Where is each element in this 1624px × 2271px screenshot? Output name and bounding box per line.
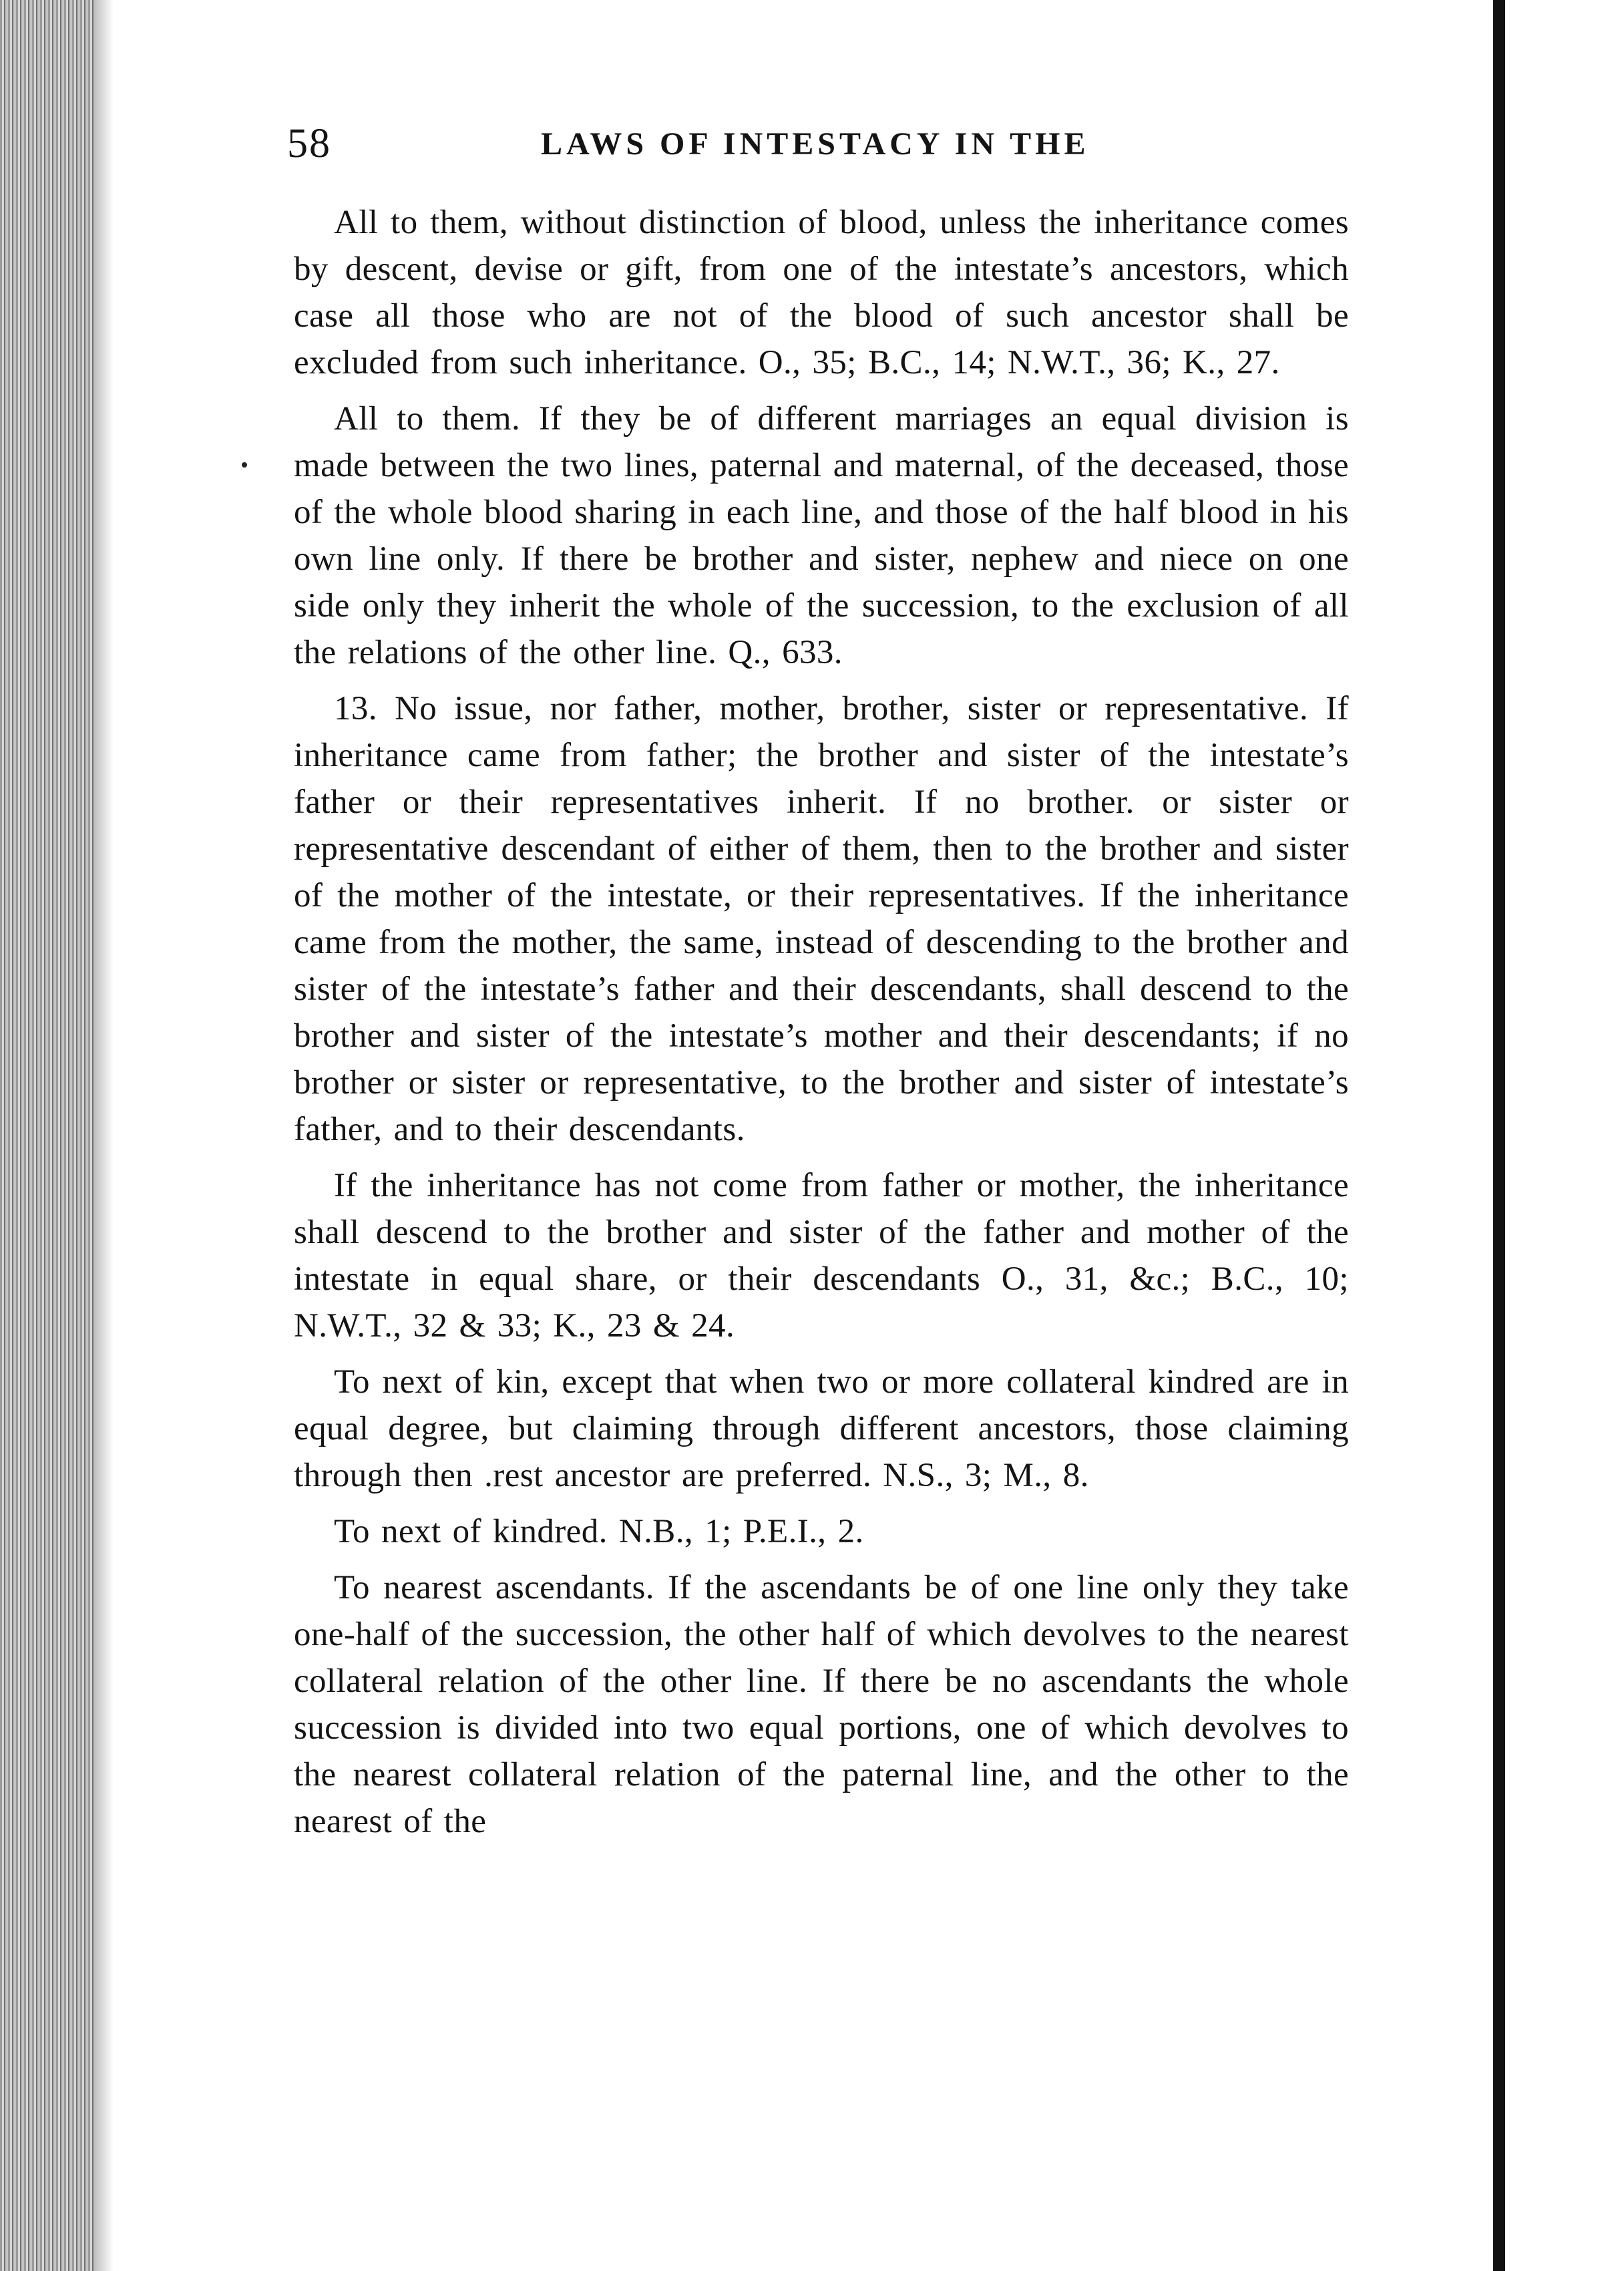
- running-head: LAWS OF INTESTACY IN THE: [541, 126, 1090, 162]
- paragraph: If the inheritance has not come from father or mother, the inheritance shall descend to the brother and sister of the father and mother of the intestate in equal share, or their descendants O., 31, &c.; B.C., 10; N.W.T., 32 & 33; K., 23 & 24.: [294, 1167, 1349, 1345]
- paragraph: All to them, without distinction of blood, unless the inheritance comes by descent, devise or gift, from one of the intestate’s ancestors, which case all those who are not of the blood of such ancestor shall be excluded from such inheritance. O., 35; B.C., 14; N.W.T., 36; K., 27.: [294, 204, 1349, 381]
- book-page-edge: [0, 0, 93, 2271]
- paragraph: 13. No issue, nor father, mother, brother, sister or representative. If inheritance came from father; the brother and sister of the intestate’s father or their representatives inherit. If no brother. or sister or representative descendant of either of them, then to the brother and sister of the mother of the intestate, or their representatives. If the inheritance came from the mother, the same, instead of descending to the brother and sister of the intestate’s father and their descendants, shall descend to the brother and sister of the intestate’s mother and their descendants; if no brother or sister or representative, to the brother and sister of intestate’s father, and to their descendants.: [294, 690, 1349, 1148]
- page-header: [287, 120, 1349, 174]
- page-gutter-shadow: [93, 0, 114, 2271]
- body-text: [294, 199, 1349, 1854]
- scan-border: [1493, 0, 1505, 2271]
- page-number: 58: [287, 121, 331, 166]
- paragraph: To next of kin, except that when two or more collateral kindred are in equal degree, but claiming through different ancestors, those claiming through then .rest ancestor are preferred. N.S., 3; M., 8.: [294, 1363, 1349, 1494]
- ink-speck: [242, 462, 247, 468]
- paragraph: All to them. If they be of different marriages an equal division is made between the two lines, paternal and maternal, of the deceased, those of the whole blood sharing in each line, and those of the half blood in his own line only. If there be brother and sister, nephew and niece on one side only they inherit the whole of the succession, to the exclusion of all the relations of the other line. Q., 633.: [294, 400, 1350, 671]
- paragraph: To next of kindred. N.B., 1; P.E.I., 2.: [334, 1513, 864, 1550]
- paragraph: To nearest ascendants. If the ascendants be of one line only they take one-half of the succession, the other half of which devolves to the nearest collateral relation of the other line. If there be no ascendants the whole succession is divided into two equal portions, one of which devolves to the nearest collateral relation of the paternal line, and the other to the nearest of the: [294, 1569, 1349, 1840]
